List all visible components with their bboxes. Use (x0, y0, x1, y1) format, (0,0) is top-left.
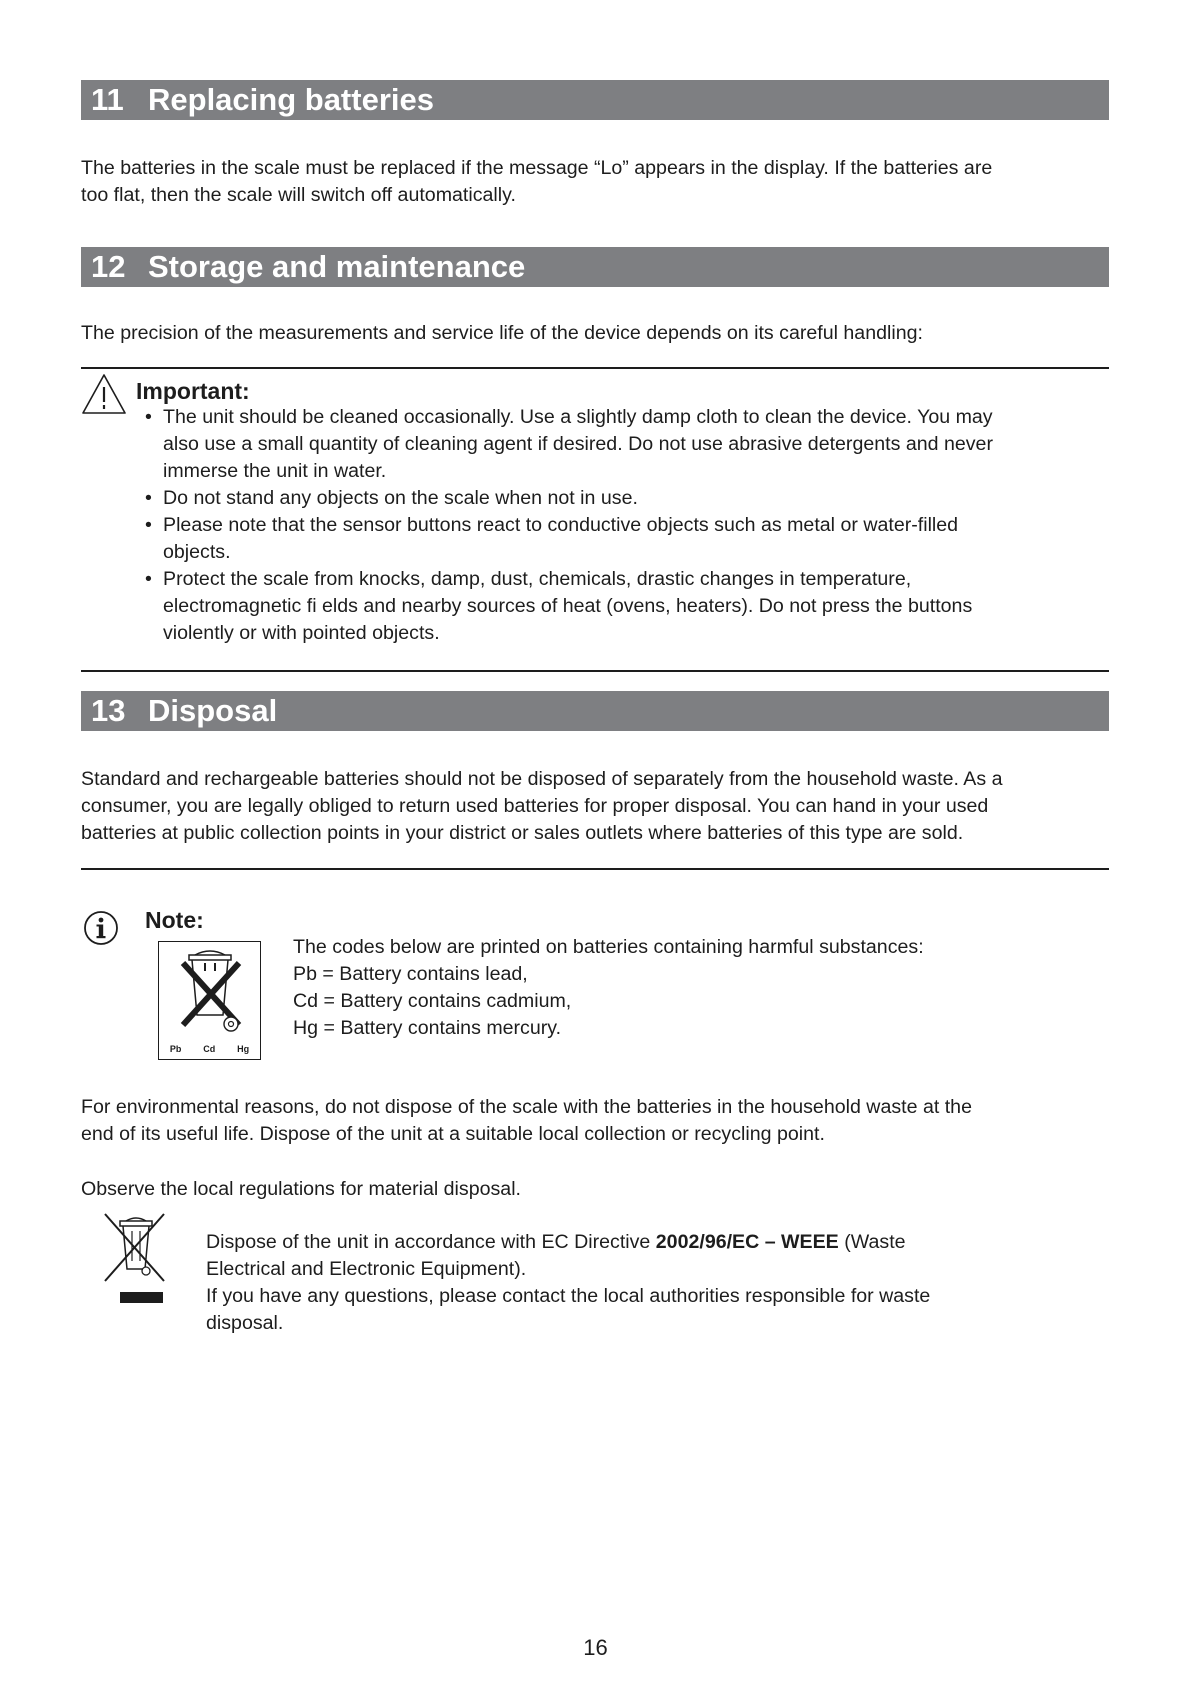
text-line: The codes below are printed on batteries containing harmful substances: (293, 936, 924, 958)
note-label: Note: (145, 907, 204, 933)
text-line: immerse the unit in water. (163, 460, 387, 482)
warning-icon (81, 372, 127, 416)
text-line: • Please note that the sensor buttons react to conductive objects such as metal or water-filled (163, 514, 959, 536)
text-line: violently or with pointed objects. (163, 622, 440, 644)
divider (81, 670, 1109, 672)
divider (81, 367, 1109, 369)
list-item (145, 566, 1105, 647)
code-hg: Hg (237, 1044, 250, 1054)
list-item (145, 512, 1105, 566)
weee-directive: 2002/96/EC – WEEE (655, 1231, 839, 1253)
section-title: Replacing batteries (148, 82, 434, 117)
list-item (145, 485, 1105, 512)
divider (81, 868, 1109, 870)
text-line: Hg = Battery contains mercury. (293, 1017, 562, 1039)
weee-bin-icon (100, 1211, 172, 1307)
battery-disposal-symbol (158, 941, 261, 1060)
text-line: Pb = Battery contains lead, (293, 963, 528, 985)
text-line: also use a small quantity of cleaning agent if desired. Do not use abrasive detergents and never (163, 433, 993, 455)
text-line: end of its useful life. Dispose of the unit at a suitable local collection or recycling point. (81, 1123, 825, 1145)
page-number: 16 (583, 1635, 608, 1660)
section-number: 12 (91, 249, 126, 284)
text-line: • Protect the scale from knocks, damp, dust, chemicals, drastic changes in temperature, (163, 568, 912, 590)
weee-text (206, 1229, 930, 1337)
text-line: If you have any questions, please contact the local authorities responsible for waste (206, 1285, 931, 1307)
chemical-codes (159, 1044, 260, 1054)
text-line: objects. (163, 541, 231, 563)
section-title: Disposal (148, 693, 278, 728)
text-line: For environmental reasons, do not dispose of the scale with the batteries in the household waste at the (81, 1096, 972, 1118)
list-item (145, 404, 1105, 485)
section-heading-disposal (81, 691, 1109, 731)
text-line (206, 1229, 930, 1256)
text-line: Standard and rechargeable batteries should not be disposed of separately from the household waste. As a (81, 768, 1003, 790)
text-line: consumer, you are legally obliged to return used batteries for proper disposal. You can hand in your used (81, 795, 989, 817)
local-regulations-text: Observe the local regulations for material disposal. (81, 1178, 521, 1200)
text-line: Electrical and Electronic Equipment). (206, 1258, 527, 1280)
code-pb: Pb (169, 1044, 182, 1054)
text-line: too flat, then the scale will switch off automatically. (81, 184, 516, 206)
weee-text-post: (Waste (838, 1231, 906, 1253)
section-title: Storage and maintenance (148, 249, 526, 284)
note-text (293, 934, 924, 1042)
section-number: 11 (91, 82, 124, 117)
text-line: batteries at public collection points in your district or sales outlets where batteries of this type are sold. (81, 822, 964, 844)
environmental-paragraph (81, 1094, 1121, 1148)
text-line: • The unit should be cleaned occasionally. Use a slightly damp cloth to clean the device. You may (163, 406, 993, 428)
weee-text-pre: Dispose of the unit in accordance with EC Directive (206, 1231, 656, 1253)
code-cd: Cd (203, 1044, 216, 1054)
important-label: Important: (136, 378, 250, 404)
info-icon (83, 910, 119, 946)
section-number: 13 (91, 693, 126, 728)
text-line: disposal. (206, 1312, 284, 1334)
text-line: • Do not stand any objects on the scale when not in use. (163, 487, 638, 509)
text-line: electromagnetic fi elds and nearby sources of heat (ovens, heaters). Do not press the buttons (163, 595, 973, 617)
section-heading-storage-maintenance (81, 247, 1109, 287)
section-heading-replacing-batteries (81, 80, 1109, 120)
text-line: The batteries in the scale must be replaced if the message “Lo” appears in the display. If the batteries are (81, 157, 993, 179)
text-line: Cd = Battery contains cadmium, (293, 990, 572, 1012)
important-bullet-list (145, 404, 1105, 647)
replacing-batteries-paragraph (81, 155, 1121, 209)
crossed-bin-icon (165, 945, 255, 1040)
disposal-batteries-paragraph (81, 766, 1121, 847)
storage-intro: The precision of the measurements and service life of the device depends on its careful handling: (81, 322, 923, 344)
